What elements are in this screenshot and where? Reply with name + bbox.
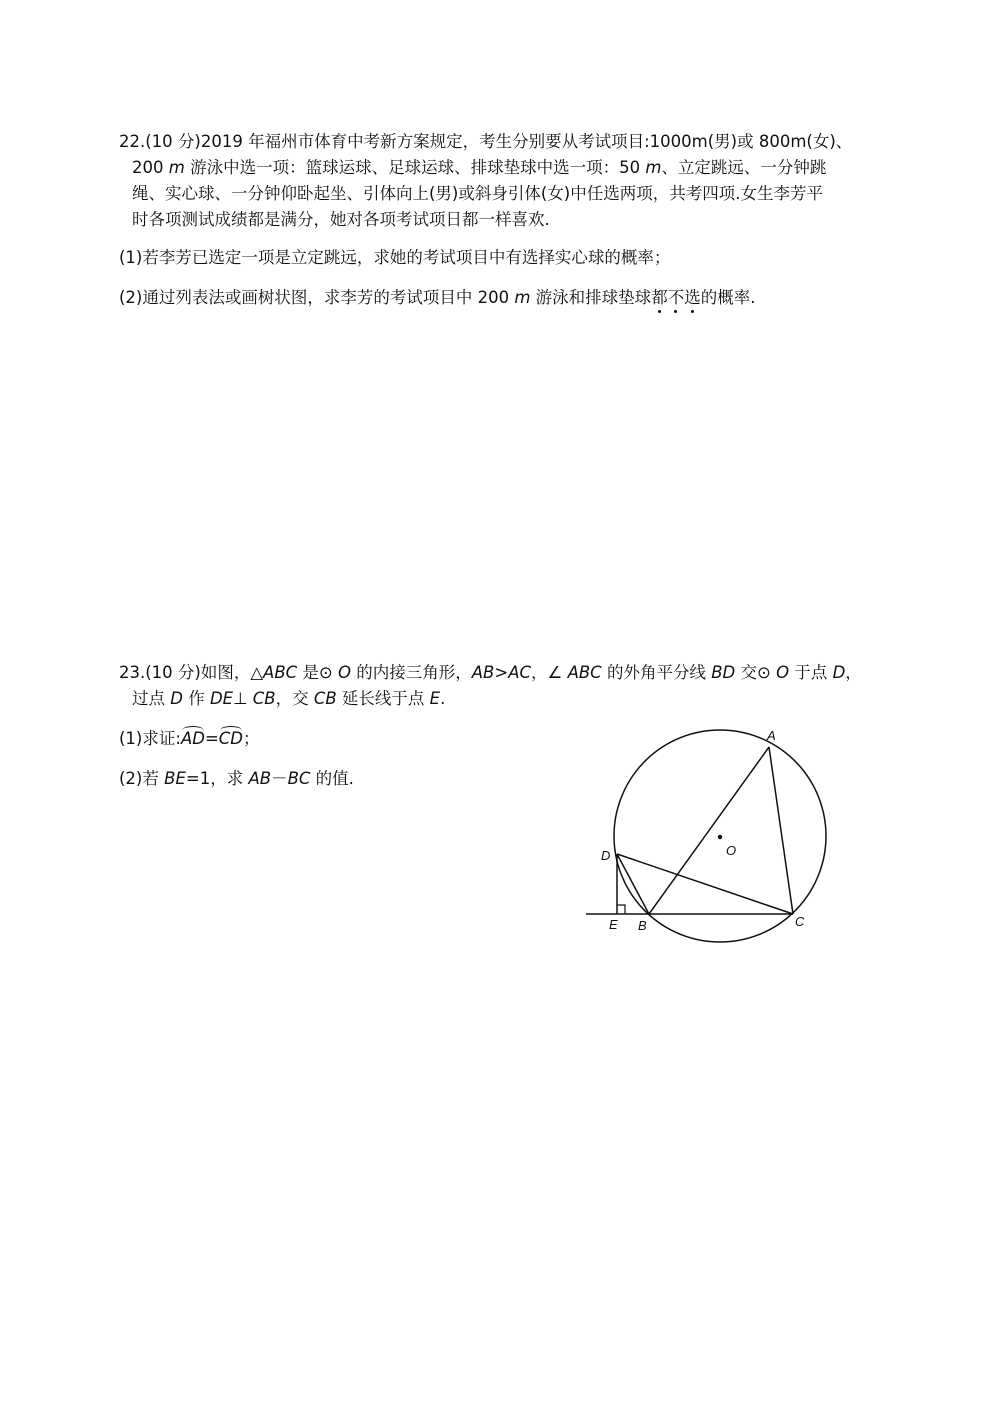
q23-text: 过点 — [132, 689, 171, 708]
q22-part-1-text: (1)若李芳已选定一项是立定跳远，求她的考试项目中有选择实心球的概率； — [119, 248, 671, 267]
q23-text: 交⊙ — [735, 663, 777, 682]
emphasis-char: 不 — [667, 288, 685, 307]
q22-text: (2)通过列表法或画树状图，求李芳的考试项目中 200 — [119, 288, 515, 307]
q23-part-2 — [119, 768, 354, 790]
q22-line-2 — [132, 157, 826, 179]
q23-part-1 — [119, 728, 260, 750]
q22-text: 游泳和排球垫球 — [530, 288, 652, 307]
q22-text: 的概率. — [700, 288, 756, 307]
label-b: B — [638, 918, 647, 933]
label-c: C — [795, 914, 805, 929]
q23-text: = — [204, 729, 219, 748]
q23-symbol: AB — [471, 663, 495, 682]
q23-symbol: BC — [287, 769, 311, 788]
q23-symbol: O — [338, 663, 352, 682]
center-point-o — [718, 835, 722, 839]
q23-text: ，交 — [275, 689, 314, 708]
q23-text: ； — [243, 729, 260, 748]
q22-unit-m: m — [514, 288, 531, 307]
label-o: O — [726, 843, 737, 858]
q23-text: － — [271, 769, 288, 788]
q23-text: 的值. — [310, 769, 354, 788]
q23-symbol: D — [170, 689, 183, 708]
q22-line-4-text: 时各项测试成绩都是满分，她对各项考试项日都一样喜欢. — [132, 210, 550, 229]
q23-text: . — [440, 689, 446, 708]
q22-part-1 — [119, 247, 670, 269]
q22-text: 、立定跳远、一分钟跳 — [661, 158, 827, 177]
q23-line-2 — [132, 688, 445, 710]
emphasis-char: 选 — [684, 288, 701, 307]
q23-text: 的内接三角形， — [351, 663, 472, 682]
q22-line-3-text: 绳、实心球、一分钟仰卧起坐、引体向上(男)或斜身引体(女)中任选两项，共考四项.女生李芳平 — [132, 184, 823, 203]
label-a: A — [767, 728, 776, 743]
segment-ab — [649, 747, 769, 914]
q22-line-4 — [132, 209, 550, 231]
segment-ac — [769, 747, 793, 914]
q23-symbol: CB — [252, 689, 276, 708]
q23-text: =1，求 — [185, 769, 249, 788]
q23-text: (1)求证: — [119, 729, 181, 748]
geometry-figure — [583, 722, 833, 947]
q23-symbol: O — [776, 663, 790, 682]
q23-text: 23.(10 分)如图，△ — [119, 663, 264, 682]
q23-text: 于点 — [789, 663, 833, 682]
label-d: D — [601, 848, 611, 863]
q23-symbol: BE — [164, 769, 186, 788]
q22-text: 游泳中选一项：篮球运球、足球运球、排球垫球中选一项：50 — [184, 158, 646, 177]
q23-symbol: CB — [313, 689, 337, 708]
q23-symbol: ABC — [567, 663, 602, 682]
q23-text: 的外角平分线 — [601, 663, 712, 682]
q23-symbol: AC — [508, 663, 532, 682]
q22-part-2 — [119, 287, 755, 309]
q22-line-1 — [119, 131, 852, 153]
q23-text: ⊥ — [233, 689, 253, 708]
q23-text: 延长线于点 — [336, 689, 430, 708]
arc-cd: CD — [218, 729, 243, 748]
q22-line-3 — [132, 183, 823, 205]
q23-text: > — [494, 663, 509, 682]
q23-symbol: AB — [248, 769, 272, 788]
right-angle-mark — [617, 905, 625, 914]
q22-line-1-text: 22.(10 分)2019 年福州市体育中考新方案规定，考生分别要从考试项目:1000m(男)或 800m(女)、 — [119, 132, 853, 151]
q23-symbol: DE — [209, 689, 234, 708]
q23-symbol: BD — [711, 663, 736, 682]
q23-symbol: D — [832, 663, 846, 682]
arc-ad: AD — [180, 729, 205, 748]
q23-text: 作 — [182, 689, 210, 708]
q23-text: ， — [845, 663, 862, 682]
q22-unit-m: m — [168, 158, 185, 177]
q23-text: 是⊙ — [297, 663, 339, 682]
emphasis-char: 都 — [651, 288, 668, 307]
label-e: E — [609, 917, 618, 932]
q23-text: ，∠ — [531, 663, 568, 682]
q23-symbol: ABC — [263, 663, 298, 682]
q23-line-1 — [119, 662, 862, 684]
q22-unit-m: m — [645, 158, 662, 177]
q23-symbol: E — [429, 689, 441, 708]
q22-text: 200 — [132, 158, 169, 177]
q23-text: (2)若 — [119, 769, 165, 788]
